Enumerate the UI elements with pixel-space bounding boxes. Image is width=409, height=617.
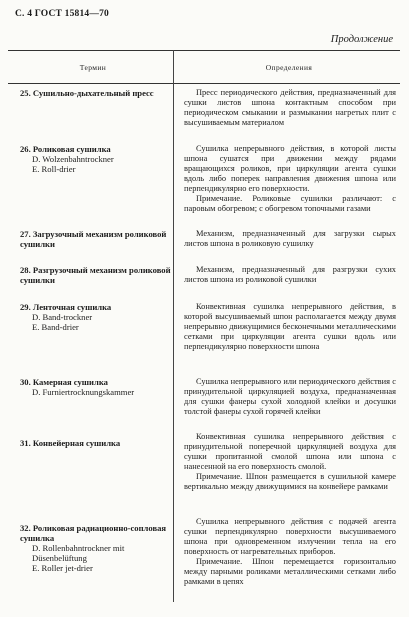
- definition-cell: [178, 432, 400, 514]
- term-translation-en: E. Roll-drier: [32, 164, 76, 174]
- table-row: [8, 141, 400, 226]
- definition-cell: [178, 144, 400, 226]
- term-cell: [8, 265, 178, 299]
- term-title: 32. Роликовая радиационно-сопловая сушилка: [20, 523, 167, 543]
- table-body: [8, 84, 400, 617]
- definition-cell: [178, 377, 400, 429]
- continuation-label: Продолжение: [330, 34, 393, 45]
- definition-text: Сушилка непрерывного действия с подачей агента сушки перпендикулярно поверхности высушиваемого шпона при одновременном излучении тепла на его поверхность от нагревательных приборов.: [184, 517, 396, 556]
- definition-text: Механизм, предназначенный для разгрузки сухих листов шпона из роликовой сушилки: [184, 265, 396, 284]
- definition-note: Примечание. Роликовые сушилки различают: с паровым обогревом; с обогревом топочными газами: [184, 194, 396, 213]
- term-translation-de: D. Rollenbahntrockner mit Düsenbelüftung: [32, 543, 125, 563]
- term-translation-de: D. Band-trockner: [32, 312, 93, 322]
- term-title: 29. Ленточная сушилка: [20, 302, 112, 312]
- term-translation-de: D. Wolzenbahntrockner: [32, 154, 114, 164]
- definition-cell: [178, 517, 400, 617]
- column-header-definition: Определения: [265, 62, 313, 72]
- term-cell: [8, 377, 178, 429]
- term-title: 25. Сушильно-дыхательный пресс: [20, 88, 154, 98]
- table-row: [8, 262, 400, 299]
- definition-text: Конвективная сушилка непрерывного действия, в которой высушиваемый шпон располагается между двумя непрерывно движущимися бесконечными металлическими сетками при циркуляции агента сушки вдоль или перпендикулярно поверхности шпона: [184, 302, 396, 351]
- term-translation-de: D. Furniertrocknungskammer: [32, 387, 135, 397]
- table-row: [8, 299, 400, 374]
- term-translation-en: E. Roller jet-drier: [32, 563, 93, 573]
- table-row: [8, 429, 400, 514]
- term-title: 31. Конвейерная сушилка: [20, 438, 121, 448]
- term-title: 26. Роликовая сушилка: [20, 144, 111, 154]
- table-row: [8, 84, 400, 141]
- term-cell: [8, 302, 178, 374]
- definition-text: Конвективная сушилка непрерывного действия с принудительной поперечной циркуляцией воздуха для сушки пропитанной смолой шпона или шпона с нанесенной на его поверхность смолой.: [184, 432, 396, 471]
- term-title: 28. Разгрузочный механизм роликовой сушилки: [20, 265, 171, 285]
- definition-cell: [178, 265, 400, 299]
- definition-cell: [178, 229, 400, 262]
- definition-note: Примечание. Шпон перемещается горизонтально между парными роликами металлическими сетками либо рамками в цепях: [184, 557, 396, 586]
- term-title: 27. Загрузочный механизм роликовой сушилки: [20, 229, 167, 249]
- definition-cell: [178, 88, 400, 141]
- definition-text: Сушилка непрерывного действия, в которой листы шпона сушатся при движении между рядами вращающихся роликов, при циркуляции агента сушки вдоль либо поперек направления движения шпона или перпендикулярно его поверхности.: [184, 144, 396, 193]
- definition-text: Пресс периодического действия, предназначенный для сушки листов шпона контактным способом при периодическом смыкании и размыкании нагретых плит с высушиваемым материалом: [184, 88, 396, 127]
- definition-note: Примечание. Шпон размещается в сушильной камере вертикально между движущимися на конвейере рамками: [184, 472, 396, 491]
- terms-table: [8, 50, 400, 84]
- term-translation-en: E. Band-drier: [32, 322, 79, 332]
- term-cell: [8, 144, 178, 226]
- definition-text: Механизм, предназначенный для загрузки сырых листов шпона в роликовую сушилку: [184, 229, 396, 248]
- page-reference: С. 4 ГОСТ 15814—70: [15, 9, 109, 19]
- definition-cell: [178, 302, 400, 374]
- definition-text: Сушилка непрерывного или периодического действия с принудительной циркуляцией воздуха, предназначенная для сушки фанеры сухой холодной клейки и досушки толстой фанеры сухой горячей клейки: [184, 377, 396, 416]
- term-cell: [8, 229, 178, 262]
- table-row: [8, 374, 400, 429]
- term-cell: [8, 432, 178, 514]
- column-header-term: Термин: [79, 62, 107, 72]
- term-cell: [8, 88, 178, 141]
- table-header: [8, 50, 400, 84]
- table-row: [8, 514, 400, 617]
- term-title: 30. Камерная сушилка: [20, 377, 108, 387]
- term-cell: [8, 517, 178, 617]
- table-row: [8, 226, 400, 262]
